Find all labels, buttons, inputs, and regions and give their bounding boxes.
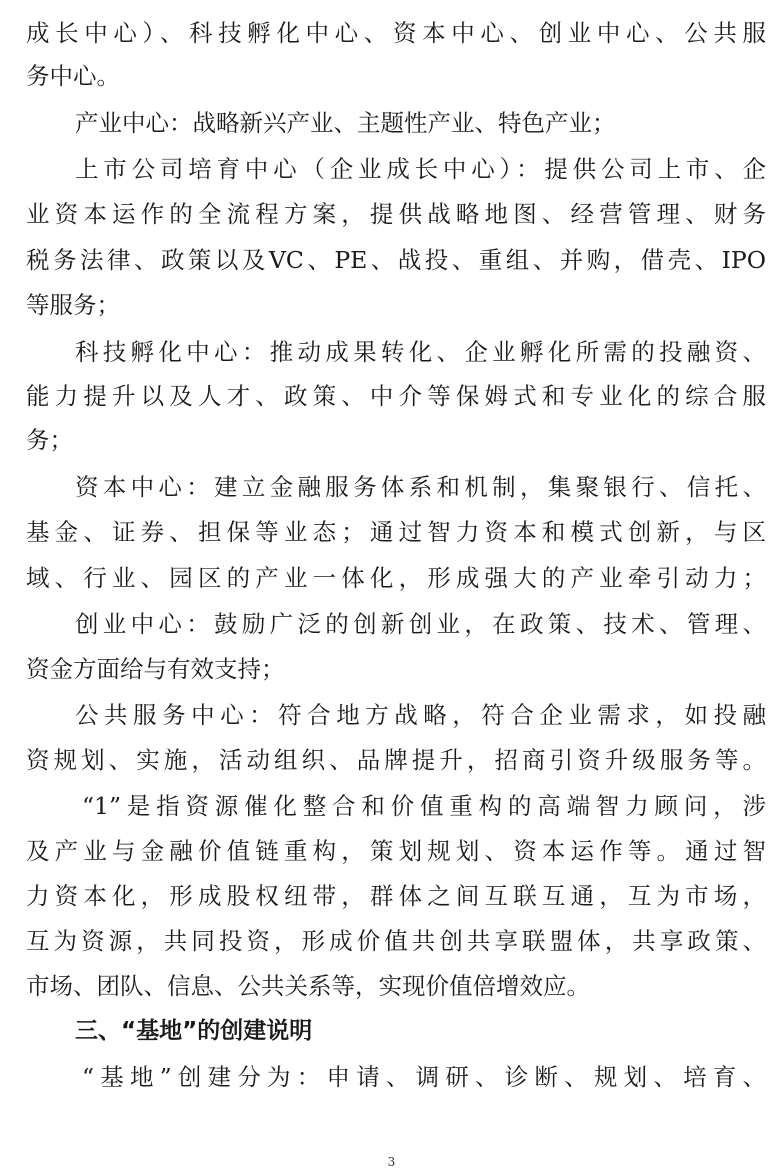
paragraph-line: 科技孵化中心：推动成果转化、企业孵化所需的投融资、: [75, 338, 766, 366]
paragraph-line: “1”是指资源催化整合和价值重构的高端智力顾问，涉: [82, 792, 766, 820]
paragraph-line: 资本中心：建立金融服务体系和机制，集聚银行、信托、: [75, 473, 766, 501]
paragraph-line: 成长中心）、科技孵化中心、资本中心、创业中心、公共服: [26, 19, 766, 47]
paragraph-line: 资规划、实施，活动组织、品牌提升，招商引资升级服务等。: [26, 746, 766, 774]
paragraph-line: 及产业与金融价值链重构，策划规划、资本运作等。通过智: [26, 837, 766, 865]
paragraph-line: 域、行业、园区的产业一体化，形成强大的产业牵引动力；: [26, 564, 766, 592]
section-heading: 三、“基地”的创建说明: [75, 1018, 313, 1044]
paragraph-line: 基金、证券、担保等业态；通过智力资本和模式创新，与区: [26, 518, 766, 546]
paragraph-line: 务中心。: [26, 62, 120, 90]
paragraph-line: 税务法律、政策以及VC、PE、战投、重组、并购，借壳、IPO: [26, 246, 766, 274]
paragraph-line: 产业中心：战略新兴产业、主题性产业、特色产业；: [75, 109, 616, 137]
paragraph-line: 创业中心：鼓励广泛的创新创业，在政策、技术、管理、: [75, 610, 766, 638]
paragraph-line: 公共服务中心：符合地方战略，符合企业需求，如投融: [75, 701, 766, 729]
paragraph-line: 等服务；: [26, 291, 120, 319]
paragraph-line: 互为资源，共同投资，形成价值共创共享联盟体，共享政策、: [26, 927, 766, 955]
paragraph-line: 资金方面给与有效支持；: [26, 655, 285, 683]
paragraph-line: 业资本运作的全流程方案，提供战略地图、经营管理、财务: [26, 200, 766, 228]
paragraph-line: 能力提升以及人才、政策、中介等保姆式和专业化的综合服: [26, 382, 766, 410]
paragraph-line: 市场、团队、信息、公共关系等，实现价值倍增效应。: [26, 972, 590, 1000]
paragraph-line: 上市公司培育中心（企业成长中心）：提供公司上市、企: [75, 155, 766, 183]
paragraph-line: 力资本化，形成股权纽带，群体之间互联互通，互为市场，: [26, 882, 766, 910]
paragraph-line: 务；: [26, 426, 73, 454]
page-number: 3: [387, 1155, 396, 1169]
paragraph-line: “基地”创建分为：申请、调研、诊断、规划、培育、: [82, 1063, 766, 1091]
